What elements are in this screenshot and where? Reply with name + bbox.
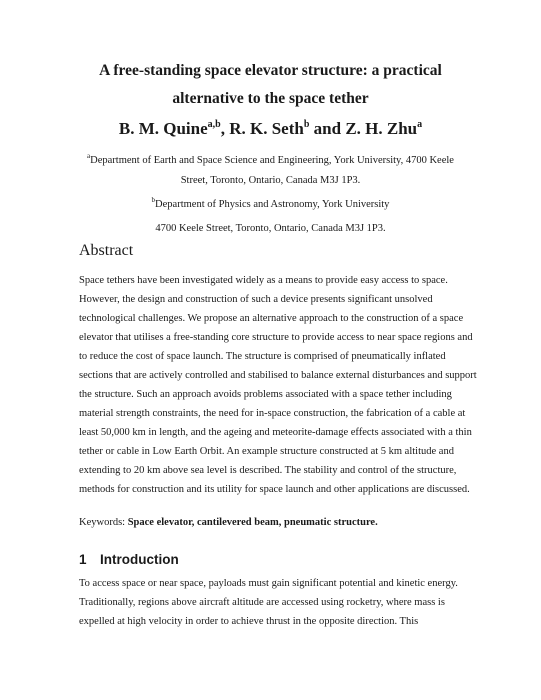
- section-title: Introduction: [100, 552, 179, 567]
- affiliation-text: Department of Earth and Space Science and Engineering, York University, 4700 Keele: [90, 155, 454, 166]
- keywords-line: [79, 515, 477, 531]
- paper-title-line-2: alternative to the space tether: [172, 90, 369, 107]
- paper-title-line-1: A free-standing space elevator structure: a practical: [99, 62, 442, 79]
- affiliation-b-line-1: [60, 198, 481, 212]
- author-affiliation-marker: a,b: [207, 119, 221, 130]
- author-name: R. K. Seth: [229, 119, 304, 138]
- abstract-heading: Abstract: [79, 242, 134, 259]
- author-list: [60, 118, 481, 140]
- keywords-terms: Space elevator, cantilevered beam, pneumatic structure.: [127, 517, 378, 528]
- keywords-label: Keywords:: [79, 517, 128, 528]
- author-name: Z. H. Zhu: [345, 119, 418, 138]
- affiliation-text: Department of Physics and Astronomy, York University: [155, 199, 390, 210]
- affiliation-b-line-2: 4700 Keele Street, Toronto, Ontario, Canada M3J 1P3.: [155, 223, 386, 234]
- affiliation-a-line-1: [60, 154, 481, 168]
- author-separator: ,: [220, 119, 230, 138]
- abstract-text: Space tethers have been investigated widely as a means to provide easy access to space. However, the design and construction of such a device presents significant unsolved technological challenges. We propose an alternative approach to the construction of a space elevator that utilises a free-standing core structure to provide access to near space regions and to reduce the cost of space launch. The structure is comprised of pneumatically inflated sections that are actively controlled and stabilised to balance external disturbances and support the structure. Such an approach avoids problems associated with a space tether including material strength constraints, the need for in-space construction, the fabrication of a cable at least 50,000 km in length, and the ageing and meteorite-damage effects associated with a thin tether or cable in Low Earth Orbit. An example structure constructed at 5 km altitude and extending to 20 km above sea level is described. The stability and control of the structure, methods for construction and its utility for space launch and other applications are discussed.: [79, 275, 477, 495]
- affiliation-marker: a: [87, 152, 91, 160]
- author-separator: and: [309, 119, 346, 138]
- author-name: B. M. Quine: [118, 119, 208, 138]
- affiliation-marker: b: [151, 196, 156, 204]
- section-number: 1: [79, 552, 87, 567]
- introduction-heading: [79, 551, 179, 569]
- author-affiliation-marker: b: [303, 119, 310, 130]
- affiliation-a-line-2: Street, Toronto, Ontario, Canada M3J 1P3.: [180, 175, 361, 186]
- author-affiliation-marker: a: [417, 119, 423, 130]
- introduction-text: To access space or near space, payloads must gain significant potential and kinetic energy. Traditionally, regions above aircraft altitude are accessed using rocketry, where mass is expelled at high velocity in order to achieve thrust in the opposite direction. This: [79, 578, 458, 627]
